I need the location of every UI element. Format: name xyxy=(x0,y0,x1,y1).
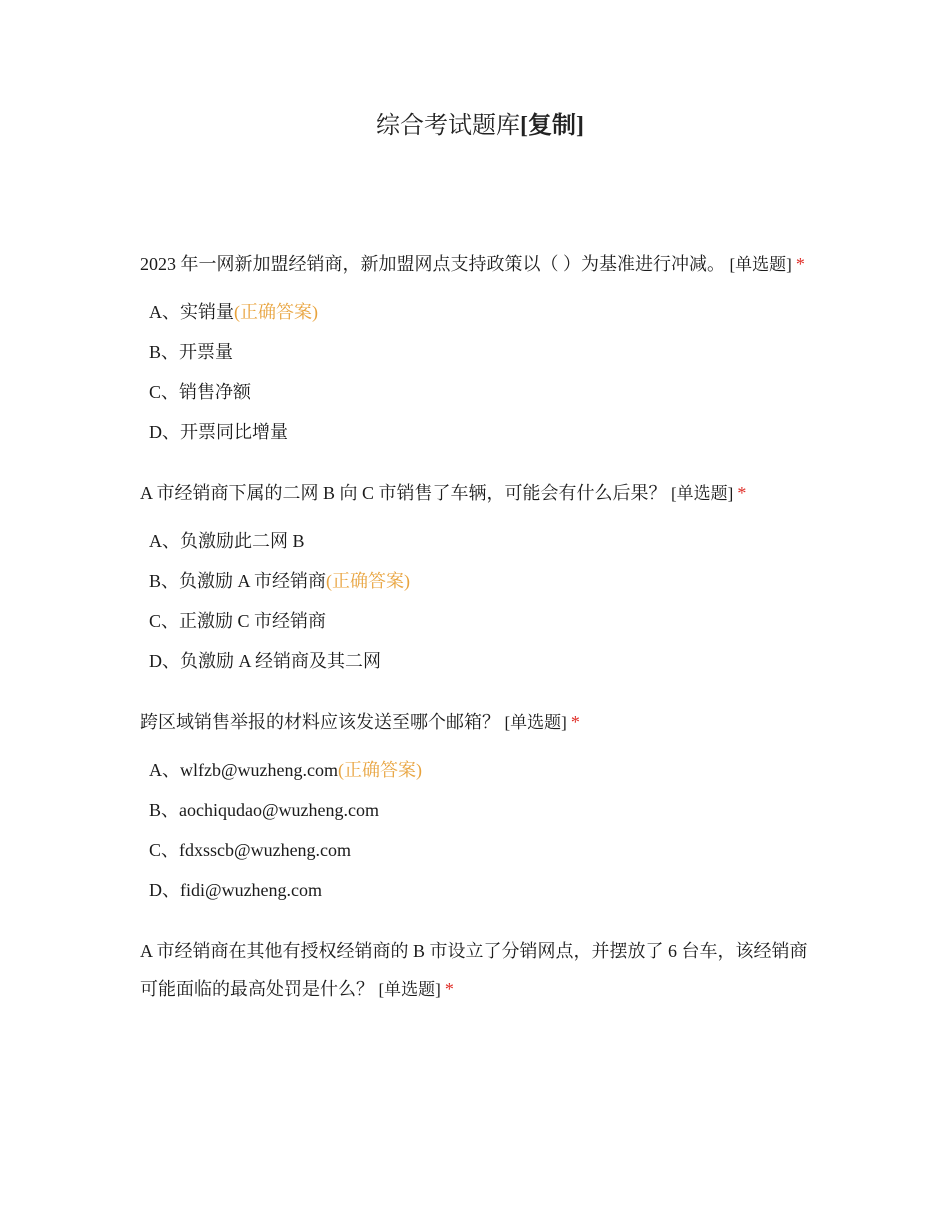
correct-answer-mark: (正确答案) xyxy=(326,571,411,591)
correct-answer-mark: (正确答案) xyxy=(338,760,423,780)
question-list xyxy=(140,245,812,1031)
option-label: C、fdxsscb@wuzheng.com xyxy=(149,840,352,860)
option-label: A、实销量 xyxy=(149,302,234,322)
page-title xyxy=(0,108,950,144)
option-label: D、负激励 A 经销商及其二网 xyxy=(149,651,382,671)
required-star: * xyxy=(570,712,580,732)
question-block xyxy=(140,474,812,681)
question-text: A 市经销商下属的二网 B 向 C 市销售了车辆，可能会有什么后果？ xyxy=(140,483,667,503)
option-item xyxy=(140,372,812,412)
question-text: 跨区域销售举报的材料应该发送至哪个邮箱？ xyxy=(140,712,500,732)
option-list xyxy=(140,521,812,681)
page-title-text: 综合考试题库 xyxy=(376,113,520,139)
question-stem xyxy=(140,245,812,284)
option-item xyxy=(140,601,812,641)
page-title-suffix: [复制] xyxy=(520,113,584,139)
question-stem xyxy=(140,932,812,1009)
option-item xyxy=(140,292,812,332)
option-label: B、aochiqudao@wuzheng.com xyxy=(149,800,380,820)
required-star: * xyxy=(444,979,454,999)
option-label: B、开票量 xyxy=(149,342,234,362)
option-item xyxy=(140,830,812,870)
option-list xyxy=(140,750,812,910)
option-label: B、负激励 A 市经销商 xyxy=(149,571,327,591)
option-list xyxy=(140,292,812,452)
option-item xyxy=(140,521,812,561)
question-type-label: [单选题] xyxy=(378,980,441,999)
question-block xyxy=(140,245,812,452)
required-star: * xyxy=(737,483,747,503)
option-item xyxy=(140,332,812,372)
option-label: A、负激励此二网 B xyxy=(149,531,305,551)
option-label: C、销售净额 xyxy=(149,382,252,402)
question-block xyxy=(140,932,812,1009)
required-star: * xyxy=(795,254,805,274)
option-label: D、fidi@wuzheng.com xyxy=(149,880,323,900)
question-type-label: [单选题] xyxy=(504,713,567,732)
option-item xyxy=(140,790,812,830)
correct-answer-mark: (正确答案) xyxy=(234,302,318,322)
question-text: A 市经销商在其他有授权经销商的 B 市设立了分销网点，并摆放了 6 台车，该经销商可能面临的最高处罚是什么？ xyxy=(140,941,808,999)
option-label: D、开票同比增量 xyxy=(149,422,288,442)
question-type-label: [单选题] xyxy=(729,255,792,274)
question-text: 2023 年一网新加盟经销商，新加盟网点支持政策以（ ）为基准进行冲减。 xyxy=(140,254,725,274)
option-item xyxy=(140,750,812,790)
option-item xyxy=(140,641,812,681)
question-block xyxy=(140,703,812,910)
option-item xyxy=(140,870,812,910)
option-item xyxy=(140,412,812,452)
question-stem xyxy=(140,703,812,742)
question-type-label: [单选题] xyxy=(671,484,734,503)
option-label: C、正激励 C 市经销商 xyxy=(149,611,327,631)
option-item xyxy=(140,561,812,601)
option-label: A、wlfzb@wuzheng.com xyxy=(149,760,339,780)
question-stem xyxy=(140,474,812,513)
